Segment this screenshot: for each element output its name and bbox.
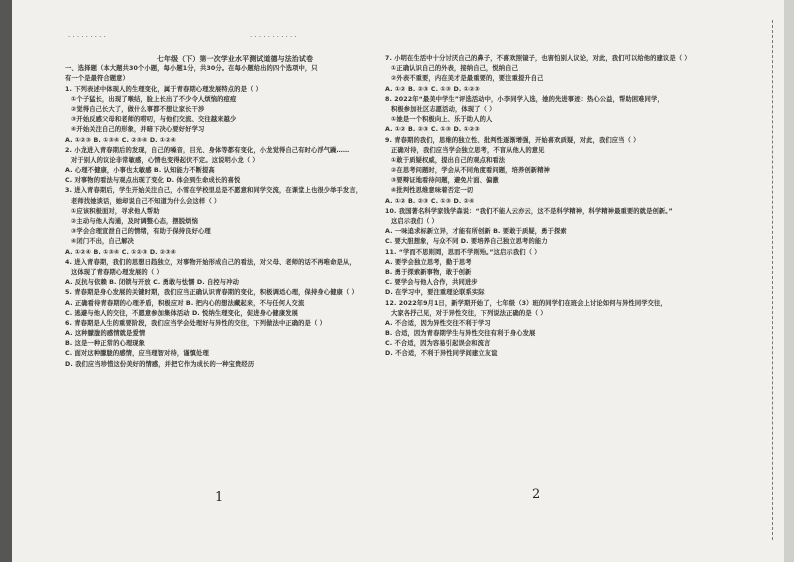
question-line: A. ①② B. ②③ C. ①③ D. ②④ (385, 197, 475, 205)
question-line: 7. 小明在生活中十分讨厌自己的鼻子，不喜欢照镜子，也害怕别人议论，对此，我们可以给他的建议是（ ） (385, 55, 691, 62)
question-line: A. 心理不健康，小事也太敏感 B. 认知能力不断提高 (65, 167, 215, 175)
question-line: A. ①② B. ②③ C. ①③ D. ①②③ (385, 85, 480, 93)
question-line: ①应该积极面对，寻求他人帮助 (71, 207, 160, 215)
question-line: A. 这种朦胧的感情就是爱情 (65, 330, 146, 338)
question-line: 积极参加社区志愿活动，体现了（ ） (391, 105, 496, 113)
header-mark-right: · · · · · · · · · · · (250, 33, 297, 41)
question-line: C. 要大胆想象，与众不同 D. 要培养自己独立思考的能力 (385, 238, 548, 246)
question-line: 8. 2022年“最美中学生”评选活动中，小李同学入选，她的先进事迹：热心公益，帮助困难同学， (385, 95, 664, 103)
question-line: A. 反抗与依赖 B. 闭锁与开放 C. 勇敢与怯懦 D. 自控与冲动 (65, 279, 239, 287)
question-line: A. ①② B. ②③ C. ①③ D. ①②③ (385, 126, 480, 134)
question-line: 有一个是最符合题意） (65, 75, 129, 83)
question-line: 3. 进入青春期后，学生开始关注自己，小雪在学校里总是不愿意和同学交流，在课堂上也很少举手发言， (65, 187, 363, 195)
question-line: 大家各抒己见，对于异性交往，下列说法正确的是（ ） (391, 309, 547, 317)
question-line: 11. “学而不思则罔，思而不学则殆。”这启示我们（ ） (385, 248, 541, 256)
page-number-left: 1 (215, 490, 224, 505)
question-line: ②在思考问题时，学会从不同角度看问题，培养创新精神 (391, 167, 550, 175)
question-line: 1. 下列表述中体现人的生理变化，属于青春期心理发展特点的是（ ） (65, 85, 263, 93)
question-line: D. 我们应当珍惜这份美好的情感，并把它作为成长的一种宝贵经历 (65, 360, 255, 368)
right-column (385, 54, 725, 360)
header-mark-left: · · · · · · · · · (68, 33, 106, 41)
question-line: B. 这是一种正常的心理现象 (65, 340, 146, 348)
question-line: 这启示我们（ ） (391, 218, 439, 225)
question-line: A. 不合适，因为异性交往不利于学习 (385, 319, 491, 327)
question-line: ③学会合理宣泄自己的情绪，有助于保持良好心理 (71, 228, 211, 236)
question-line: 正确对待，我们应当学会独立思考，不盲从他人的意见 (391, 146, 545, 154)
question-line: ④闭门不出，自己解决 (71, 238, 135, 246)
question-line: 9. 青春期的我们，思维的独立性、批判性逐渐增强，开始喜欢质疑，对此，我们应当（ ） (385, 136, 640, 144)
question-line: ②外表不重要，内在美才是最重要的，要注重提升自己 (391, 75, 544, 83)
binding-dashed-line (772, 20, 773, 540)
question-line: ①敢于质疑权威，提出自己的观点和看法 (391, 156, 506, 164)
question-line: 6. 青春期是人生的重要阶段，我们应当学会处理好与异性的交往，下列做法中正确的是（ ） (65, 319, 327, 327)
scan-edge-right (784, 0, 794, 562)
question-line: 这体现了青春期心理发展的（ ） (71, 268, 163, 276)
exam-title: 七年级（下）第一次学业水平测试道德与法治试卷 (156, 55, 314, 63)
question-line: B. 合适，因为青春期学生与异性交往有利于身心发展 (385, 330, 536, 338)
question-line: A. 要学会独立思考，勤于思考 (385, 258, 472, 266)
question-line: ④批判性思维意味着否定一切 (391, 187, 474, 195)
question-line: ①正确认识自己的外表，接纳自己，悦纳自己 (391, 65, 518, 73)
question-line: ①个子猛长，出现了喉结，脸上长出了不少令人烦恼的痘痘 (71, 95, 237, 103)
question-line: 2. 小龙进入青春期后的发现，自己的嗓音，目光、身体等都有变化，小龙觉得自己有时心浮气躁…… (65, 146, 350, 154)
page-number-right: 2 (532, 487, 541, 502)
question-line: A. 正确看待青春期的心理矛盾，积极应对 B. 把内心的想法藏起来，不与任何人交流 (65, 299, 305, 307)
question-line: B. 勇于探索新事物，敢于创新 (385, 268, 472, 276)
question-line: A. ①②④ B. ①③④ C. ①②③ D. ②③④ (65, 248, 177, 256)
question-line: ③要辩证地看待问题，避免片面、偏激 (391, 177, 499, 185)
question-line: 4. 进入青春期，我们的思想日趋独立，对事物开始形成自己的看法，对父母、老师的话不再唯命是从， (65, 258, 356, 266)
question-line: D. 不合适，不利于异性同学间建立友谊 (385, 350, 498, 358)
question-line: A. 一味追求标新立异，才能有所创新 B. 要敢于质疑，勇于探索 (385, 228, 567, 236)
question-line: 老师找她谈话，她却说自己不知道为什么会这样（ ） (71, 197, 221, 205)
question-line: 5. 青春期是身心发展的关键时期，我们应当正确认识青春期的变化，积极调适心理，保持身心健康（ ） (65, 289, 359, 297)
question-line: C. 面对这种朦胧的感情，应当理智对待，谨慎处理 (65, 350, 209, 358)
question-line: ④开始关注自己的形象，并暗下决心要好好学习 (71, 126, 205, 134)
question-line: 对于别人的议论非常敏感，心情也变得起伏不定。这说明小龙（ ） (71, 156, 259, 164)
question-line: ①她是一个积极向上、乐于助人的人 (391, 116, 493, 124)
question-line: 一、选择题（本大题共30个小题，每小题1分，共30分。在每小题给出的四个选项中，只 (65, 65, 318, 73)
question-line: A. ①②③ B. ①③④ C. ②③④ D. ①②④ (65, 136, 177, 144)
question-line: D. 在学习中，要注重理论联系实际 (385, 289, 485, 297)
question-line: 12. 2022年9月1日，新学期开始了，七年级（3）班的同学们在班会上讨论如何与异性同学交往， (385, 299, 667, 307)
question-line: ②主动与他人沟通，及时调整心态，摆脱烦恼 (71, 218, 198, 225)
question-line: C. 逃避与他人的交往，不愿意参加集体活动 D. 悦纳生理变化，促进身心健康发展 (65, 309, 299, 317)
question-line: ②觉得自己长大了，做什么事都不想让家长干涉 (71, 105, 205, 113)
left-column (65, 54, 405, 370)
question-line: C. 不合适，因为容易引起误会和流言 (385, 340, 491, 348)
scan-edge-left (0, 0, 12, 562)
question-line: C. 对事物的看法与观点出现了变化 D. 体会到生命成长的喜悦 (65, 177, 241, 185)
question-line: ③开始反感父母和老师的唠叨，与他们交流、交往越来越少 (71, 116, 237, 124)
question-line: 10. 我国著名科学家钱学森说：“我们不能人云亦云，这不是科学精神，科学精神最重要的就是创新。” (385, 207, 673, 215)
question-line: C. 要学会与他人合作，共同进步 (385, 279, 478, 287)
